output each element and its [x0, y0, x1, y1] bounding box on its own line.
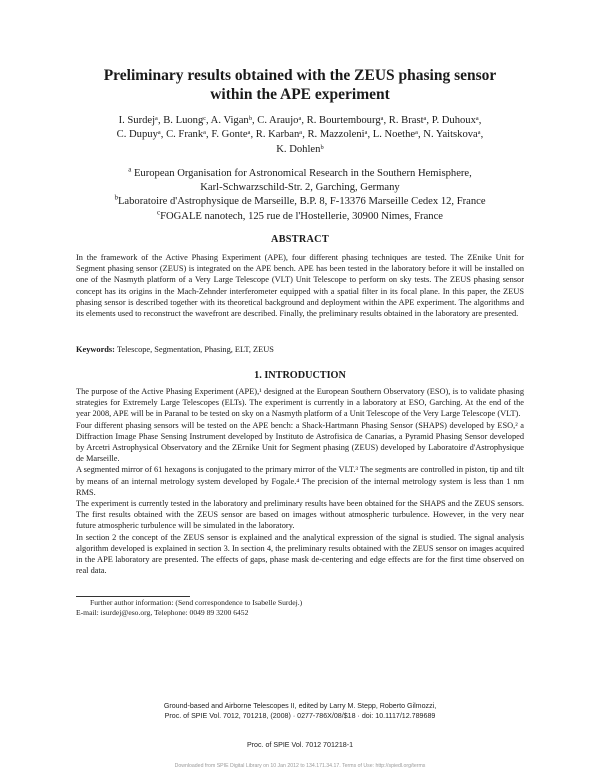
citation-line-1: Ground-based and Airborne Telescopes II, edited by Larry M. Stepp, Roberto Gilmozzi,: [163, 702, 437, 710]
title-line-2: within the APE experiment: [210, 86, 390, 103]
footnote-divider: [76, 596, 190, 597]
keywords: [76, 344, 524, 355]
publication-citation: [60, 701, 540, 721]
authors-line-3: K. Dohlenᵇ: [276, 143, 324, 155]
intro-paragraph: In section 2 the concept of the ZEUS sensor is explained and the analytical expression of the signal is studied. The signal analysis algorithm developed is explained in section 3. In section 4, the preliminary results obtained with the ZEUS sensor on images acquired in the APE laboratory are presented. The effects of gaps, phase mask de-centering and edge effects are for the first time observed on real data.: [76, 532, 524, 576]
affiliation-a: $^a$ European Organisation for Astronomical Research in the Southern Hemisphere,: [128, 165, 472, 179]
page-reference: Proc. of SPIE Vol. 7012 701218-1: [246, 741, 354, 749]
affiliation-b: $^b$Laboratoire d'Astrophysique de Marseille, B.P. 8, F-13376 Marseille Cedex 12, France: [114, 193, 486, 208]
author-list: [70, 114, 530, 157]
title-line-1: Preliminary results obtained with the ZEUS phasing sensor: [103, 67, 497, 84]
download-notice: Downloaded from SPIE Digital Library on 10 Jan 2012 to 134.171.34.17. Terms of Use: http://spiedl.org/terms: [174, 763, 426, 769]
footnote: [76, 598, 524, 619]
affiliation-c: $^c$FOGALE nanotech, 125 rue de l'Hostellerie, 30900 Nimes, France: [157, 208, 443, 222]
paper-title: [60, 66, 540, 104]
intro-paragraph: Four different phasing sensors will be tested on the APE bench: a Shack-Hartmann Phasing Sensor (SHAPS) developed by ESO,² a Diffraction Image Phase Sensing Instrument developed by Instituto de Astrofisica de Canarias, a Pyramid Phasing Sensor developed by Arcetri Astrophysical Observatory and the ZErnike Unit for Segment phasing (ZEUS) developed by Laboratoire d'Astrophysique de Marseille.: [76, 420, 524, 464]
intro-paragraph: The experiment is currently tested in the laboratory and preliminary results have been obtained for the SHAPS and the ZEUS sensors. The first results obtained with the ZEUS sensor are based on images without atmospheric turbulence. However, in the very near future atmospheric turbulence will be simulated in the laboratory.: [76, 499, 524, 531]
citation-line-2: Proc. of SPIE Vol. 7012, 701218, (2008) · 0277-786X/08/$18 · doi: 10.1117/12.789689: [164, 712, 436, 720]
abstract-text: In the framework of the Active Phasing Experiment (APE), four different phasing techniques are tested. The ZEnike Unit for Segment phasing sensor (ZEUS) is integrated on the APE bench. APE has been tested in the laboratory before it will be installed on one of the Nasmyth platform of a Very Large Telescope (VLT) Unit Telescope to perform on sky tests. The ZEUS phasing sensor concept has its origins in the Mach-Zehnder interferometer equipped with a spatial filter in its focal plane. In this paper, the ZEUS phasing sensor is described together with its theoretical background and deployment within the APE experiment. The algorithms and its elements used to reconstruct the wavefront are described. Finally, the preliminary results obtained in the laboratory are presented.: [76, 253, 524, 319]
intro-paragraph: The purpose of the Active Phasing Experiment (APE),¹ designed at the European Southern Observatory (ESO), is to validate phasing strategies for Extremely Large Telescopes (ELTs). The experiment is currently in a laboratory at ESO, Garching. At the end of the year 2008, APE will be in Paranal to be tested on sky on a Nasmyth platform of a Unit Telescope of the Very Large Telescope (VLT).: [76, 387, 524, 419]
affiliations: [70, 167, 530, 224]
introduction-body: [76, 386, 524, 576]
authors-line-2: C. Dupuyᵃ, C. Frankᵃ, F. Gonteᵃ, R. Karbanᵃ, R. Mazzoleniᵃ, L. Noetheᵃ, N. Yaitskovaᵃ,: [116, 129, 484, 141]
footnote-line-1: Further author information: (Send correspondence to Isabelle Surdej.): [90, 598, 303, 607]
authors-line-1: I. Surdejᵃ, B. Luongᶜ, A. Viganᵇ, C. Araujoᵃ, R. Bourtembourgᵃ, R. Brastᵃ, P. Duhouxᵃ,: [118, 115, 482, 126]
section-heading-introduction: 1. INTRODUCTION: [254, 370, 346, 381]
footnote-line-2: E-mail: isurdej@eso.org, Telephone: 0049 89 3200 6452: [76, 608, 249, 618]
intro-paragraph: A segmented mirror of 61 hexagons is conjugated to the primary mirror of the VLT.³ The segments are controlled in piston, tip and tilt by means of an internal metrology system developed by Fogale.⁴ The precision of the internal metrology system is less than 1 nm RMS.: [76, 465, 524, 497]
keywords-list: Telescope, Segmentation, Phasing, ELT, ZEUS: [116, 345, 274, 354]
abstract-heading: ABSTRACT: [271, 234, 329, 245]
keywords-label: Keywords:: [76, 345, 115, 354]
affiliation-a-address: Karl-Schwarzschild-Str. 2, Garching, Germany: [200, 182, 400, 194]
